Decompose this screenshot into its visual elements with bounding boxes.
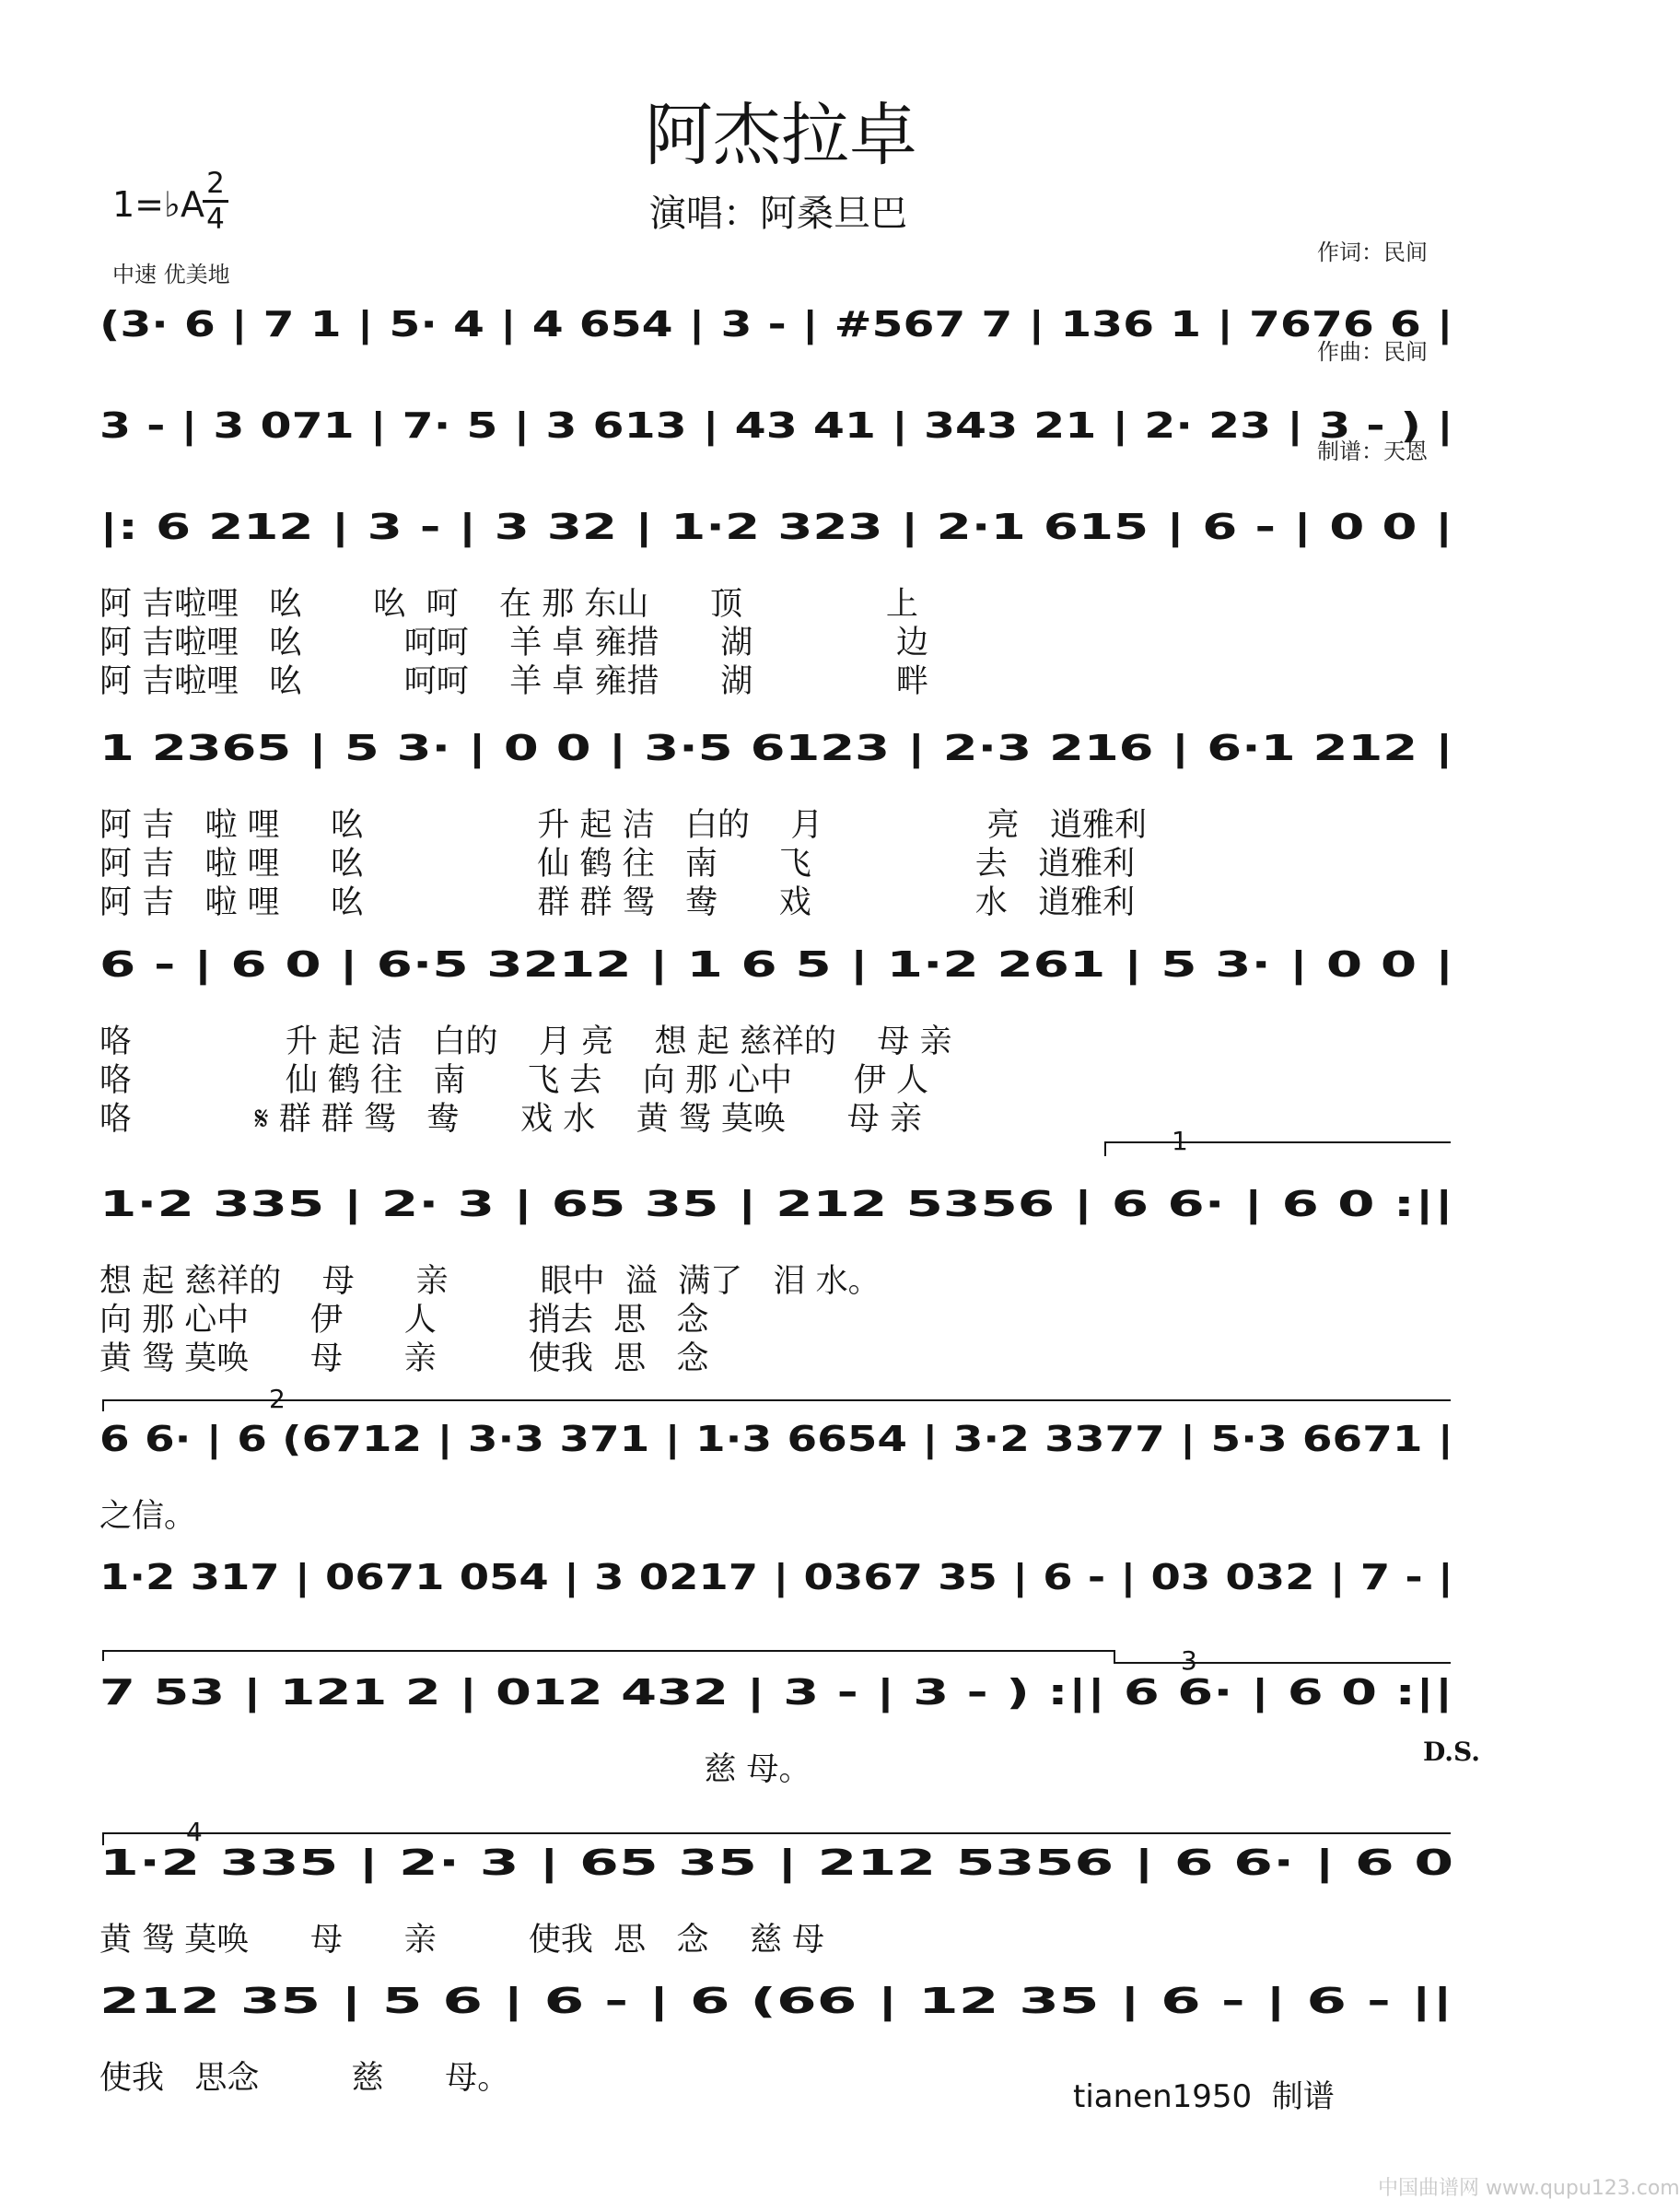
ending-bracket-1	[1105, 1142, 1451, 1156]
lyric-line: 向 那 心中 伊 人 捎去 思 念	[99, 1302, 709, 1339]
notation-line: 6 - | 6 0 | 6·5 3212 | 1 6 5 | 1·2 261 | 5 3· | 0 0 |	[99, 944, 1454, 985]
notation-line: 212 35 | 5 6 | 6 - | 6 (66 | 12 35 | 6 - | 6 - ||	[99, 1981, 1453, 2021]
lyric-line: 咯 𝄋 群 群 鸳 鸯 戏 水 黄 鸳 莫唤 母 亲	[99, 1101, 922, 1138]
notation-line: (3· 6 | 7 1 | 5· 4 | 4 654 | 3 - | #567 7 | 136 1 | 7676 6 |	[99, 304, 1453, 345]
lyric-line: 黄 鸳 莫唤 母 亲 使我 思 念	[99, 1340, 709, 1377]
composer-credit: 作曲：民间	[1317, 339, 1428, 365]
notation-line: 3 - | 3 071 | 7· 5 | 3 613 | 43 41 | 343 21 | 2· 23 | 3 - ) |	[99, 405, 1453, 446]
lyric-line: 慈 母。	[99, 1751, 811, 1788]
lyric-line: 咯 升 起 洁 白的 月 亮 想 起 慈祥的 母 亲	[99, 1024, 952, 1060]
meter-top: 2	[206, 167, 225, 200]
song-title: 阿杰拉卓	[645, 96, 917, 175]
lyric-line: 黄 鸳 莫唤 母 亲 使我 思 念 慈 母	[99, 1922, 825, 1959]
lyric-line: 阿 吉 啦 哩 吆 群 群 鸳 鸯 戏 水 逍雅利	[99, 884, 1136, 921]
lyric-line: 使我 思念 慈 母。	[99, 2060, 510, 2097]
lyric-line: 阿 吉 啦 哩 吆 仙 鹤 往 南 飞 去 逍雅利	[99, 846, 1136, 883]
ending-label-1: 1	[1172, 1126, 1188, 1156]
site-watermark: 中国曲谱网 www.qupu123.com	[1378, 2177, 1680, 2200]
notation-line: 6 6· | 6 (6712 | 3·3 371 | 1·3 6654 | 3·2 3377 | 5·3 6671 |	[99, 1419, 1453, 1459]
maker-credit: tianen1950 制谱	[1073, 2078, 1335, 2115]
lyric-line: 想 起 慈祥的 母 亲 眼中 溢 满了 泪 水。	[99, 1263, 881, 1300]
notation-line: |: 6 212 | 3 - | 3 32 | 1·2 323 | 2·1 615 | 6 - | 0 0 |	[99, 507, 1453, 547]
lyric-line: 阿 吉啦哩 吆 呵呵 羊 卓 雍措 湖 边	[99, 625, 929, 661]
ending-label-4: 4	[186, 1817, 203, 1847]
meter-bottom: 4	[206, 203, 225, 236]
ending-label-3: 3	[1181, 1645, 1197, 1676]
tempo-marking: 中速 优美地	[112, 262, 230, 287]
singer-credit: 演唱：阿桑旦巴	[649, 193, 907, 235]
notation-line: 1·2 317 | 0671 054 | 3 0217 | 0367 35 | 6 - | 03 032 | 7 - |	[99, 1557, 1453, 1597]
lyric-line: 之信。	[99, 1498, 197, 1535]
lyric-line: 阿 吉啦哩 吆 呵呵 羊 卓 雍措 湖 畔	[99, 663, 929, 700]
ending-bracket-4	[103, 1833, 1451, 1845]
key-signature: 1=♭A	[112, 184, 204, 225]
lyric-line: 阿 吉啦哩 吆 吆 呵 在 那 东山 顶 上	[99, 586, 918, 623]
lyric-line: 阿 吉 啦 哩 吆 升 起 洁 白的 月 亮 逍雅利	[99, 807, 1147, 844]
ending-bracket-2	[103, 1400, 1451, 1411]
ending-label-2: 2	[269, 1384, 286, 1414]
notation-line: 1·2 335 | 2· 3 | 65 35 | 212 5356 | 6 6· | 6 0	[99, 1842, 1454, 1883]
notation-line: 7 53 | 121 2 | 012 432 | 3 - | 3 - ) :|| 6 6· | 6 0 :||	[99, 1672, 1453, 1713]
arranger-credit: 制谱：天恩	[1317, 439, 1428, 464]
notation-line: 1·2 335 | 2· 3 | 65 35 | 212 5356 | 6 6· | 6 0 :||	[99, 1184, 1454, 1224]
lyric-line: 咯 仙 鹤 往 南 飞 去 向 那 心中 伊 人	[99, 1062, 929, 1099]
notation-line: 1 2365 | 5 3· | 0 0 | 3·5 6123 | 2·3 216 | 6·1 212 |	[99, 728, 1453, 768]
ds-mark: D.S.	[1423, 1737, 1481, 1767]
lyricist-credit: 作词：民间	[1317, 240, 1428, 265]
ending-bracket-3	[103, 1651, 1451, 1663]
